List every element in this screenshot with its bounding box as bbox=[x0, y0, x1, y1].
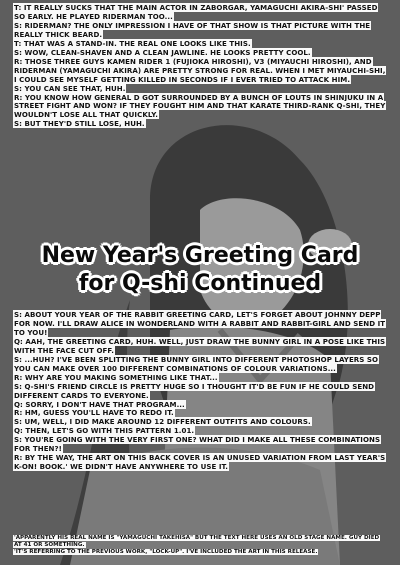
footnote: 'IT'S REFERRING TO THE PREVIOUS WORK, "LOCK-UP". I'VE INCLUDED THE ART IN THIS RELEASE. bbox=[14, 549, 318, 555]
dialogue-line: R: BY THE WAY, THE ART ON THIS BACK COVER IS AN UNUSED VARIATION FROM LAST YEAR'S K-ON! BOOK.' WE DIDN'T HAVE ANYWHERE TO USE IT. bbox=[14, 453, 386, 472]
dialogue-line: T: THAT WAS A STAND-IN. THE REAL ONE LOOKS LIKE THIS. bbox=[14, 38, 251, 48]
dialogue-line: R: THOSE THREE GUYS KAMEN RIDER 1 (FUJIOKA HIROSHI), V3 (MIYAUCHI HIROSHI), AND RIDERMAN (YAMAGUCHI AKIRA) ARE PRETTY STRONG FOR REAL. WHEN I MET MIYAUCHI-SHI, I COULD SEE MYSELF GETTING KILLED IN SECONDS IF I EVER TRIED TO ATTACK HIM. bbox=[14, 56, 386, 84]
dialogue-top bbox=[13, 4, 387, 129]
dialogue-line: Q: THEN, LET'S GO WITH THIS PATTERN 1.01. bbox=[14, 426, 195, 436]
dialogue-line: S: ABOUT YOUR YEAR OF THE RABBIT GREETING CARD, LET'S FORGET ABOUT JOHNNY DEPP FOR NOW. I'LL DRAW ALICE IN WONDERLAND WITH A RABBIT AND RABBIT-GIRL AND SEND IT TO YOU! bbox=[14, 310, 386, 337]
footnote: 'APPARENTLY HIS REAL NAME IS "YAMAGUCHI TAKEHISA" BUT THE TEXT HERE USES AN OLD STAGE NAME. GUY DIED AT 41 OR SOMETHING. bbox=[14, 535, 380, 548]
dialogue-line: S: UM, WELL, I DID MAKE AROUND 12 DIFFERENT OUTFITS AND COLOURS. bbox=[14, 417, 311, 427]
dialogue-line: S: YOU CAN SEE THAT, HUH. bbox=[14, 83, 126, 93]
dialogue-line: S: WOW, CLEAN-SHAVEN AND A CLEAN JAWLINE. HE LOOKS PRETTY COOL. bbox=[14, 47, 311, 57]
dialogue-line: S: YOU'RE GOING WITH THE VERY FIRST ONE? WHAT DID I MAKE ALL THESE COMBINATIONS FOR THEN?! bbox=[14, 435, 381, 454]
dialogue-line: S: BUT THEY'D STILL LOSE, HUH. bbox=[14, 119, 145, 129]
dialogue-line: R: HM, GUESS YOU'LL HAVE TO REDO IT. bbox=[14, 408, 174, 418]
dialogue-line: Q: SORRY, I DON'T HAVE THAT PROGRAM... bbox=[14, 399, 185, 409]
dialogue-line: S: ...HUH? I'VE BEEN SPLITTING THE BUNNY GIRL INTO DIFFERENT PHOTOSHOP LAYERS SO YOU CAN MAKE OVER 100 DIFFERENT COMBINATIONS OF COLOUR VARIATIONS... bbox=[14, 354, 379, 373]
section-title-line-2: for Q-shi Continued bbox=[78, 271, 322, 296]
footnotes bbox=[13, 535, 387, 556]
dialogue-line: R: WHY ARE YOU MAKING SOMETHING LIKE THAT... bbox=[14, 372, 218, 382]
dialogue-bottom bbox=[13, 311, 387, 472]
section-title-line-1: New Year's Greeting Card bbox=[41, 243, 359, 268]
dialogue-line: T: IT REALLY SUCKS THAT THE MAIN ACTOR IN ZABORGAR, YAMAGUCHI AKIRA-SHI' PASSED SO EARLY. HE PLAYED RIDERMAN TOO... bbox=[14, 3, 378, 21]
dialogue-line: S: RIDERMAN? THE ONLY IMPRESSION I HAVE OF THAT SHOW IS THAT PICTURE WITH THE REALLY THICK BEARD. bbox=[14, 20, 371, 39]
dialogue-line: S: Q-SHI'S FRIEND CIRCLE IS PRETTY HUGE SO I THOUGHT IT'D BE FUN IF HE COULD SEND DIFFERENT CARDS TO EVERYONE. bbox=[14, 381, 375, 400]
dialogue-line: R: YOU KNOW HOW GENERAL D GOT SURROUNDED BY A BUNCH OF LOUTS IN SHINJUKU IN A STREET FIGHT AND WON? IF THEY FOUGHT HIM AND THAT KARATE THIRD-RANK Q-SHI, THEY WOULDN'T LOSE ALL THAT QUICKLY. bbox=[14, 92, 386, 120]
dialogue-line: Q: AAH, THE GREETING CARD, HUH. WELL, JUST DRAW THE BUNNY GIRL IN A POSE LIKE THIS WITH THE FACE CUT OFF. bbox=[14, 336, 386, 355]
